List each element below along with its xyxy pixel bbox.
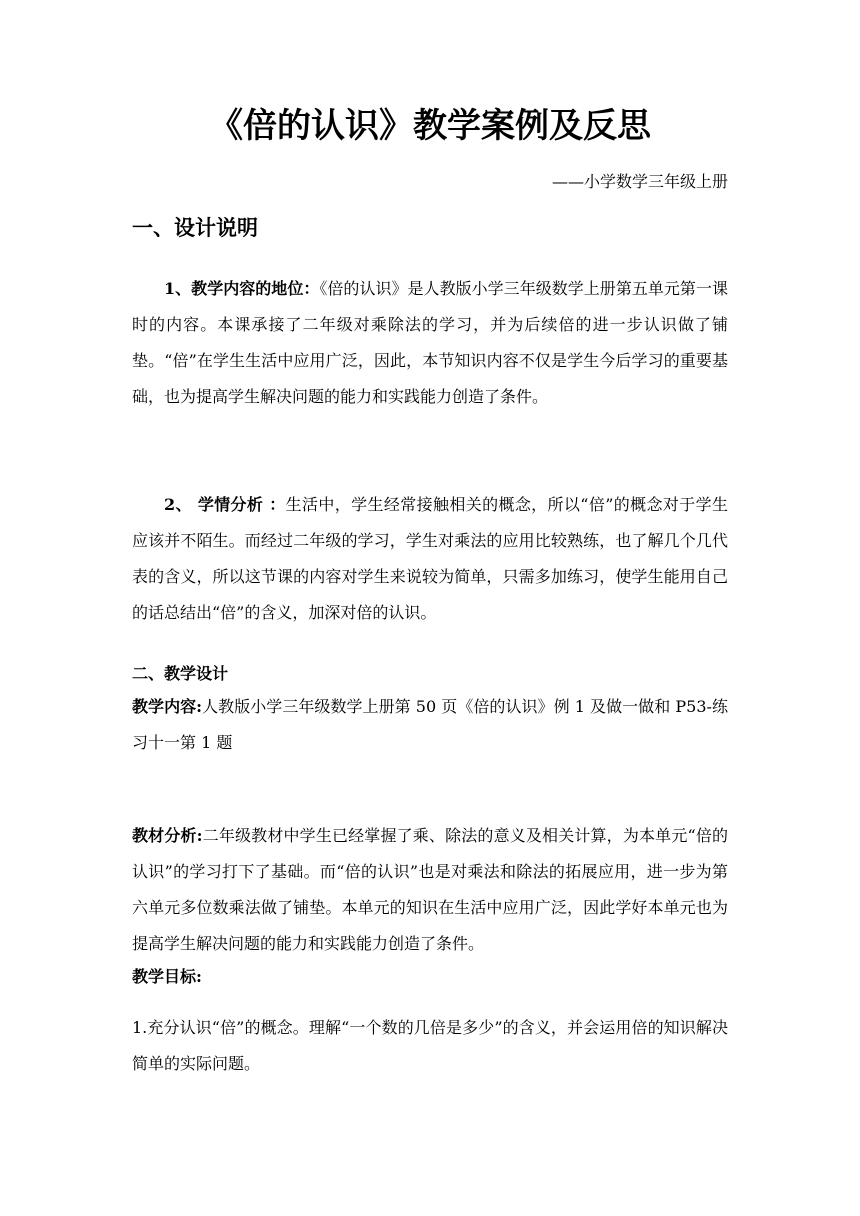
paragraph-text: 人教版小学三年级数学上册第 50 页《倍的认识》例 1 及做一做和 P53-练习十一第 1 题 (132, 697, 728, 752)
paragraph-label: 1、教学内容的地位： (164, 279, 320, 298)
paragraph-text: 《倍的认识》是人教版小学三年级数学上册第五单元第一课时的内容。本课承接了二年级对乘除法的学习，并为后续倍的进一步认识做了铺垫。“倍”在学生生活中应用广泛，因此，本节知识内容不仅是学生今后学习的重要基础，也为提高学生解决问题的能力和实践能力创造了条件。 (132, 279, 728, 406)
paragraph-textbook-analysis (132, 818, 728, 962)
paragraph-label: 教材分析: (132, 826, 203, 845)
teaching-goal-1: 1.充分认识“倍”的概念。理解“一个数的几倍是多少”的含义，并会运用倍的知识解决简单的实际问题。 (132, 1018, 728, 1073)
document-subtitle: ——小学数学三年级上册 (551, 172, 728, 191)
paragraph-label: 2、 学情分析 ： (164, 495, 286, 514)
paragraph-student-analysis (132, 487, 728, 631)
document-title: 《倍的认识》教学案例及反思 (209, 106, 651, 146)
paragraph-teaching-content (132, 689, 728, 761)
paragraph-text: 二年级教材中学生已经掌握了乘、除法的意义及相关计算，为本单元“倍的认识”的学习打下了基础。而“倍的认识”也是对乘法和除法的拓展应用，进一步为第六单元多位数乘法做了铺垫。本单元的知识在生活中应用广泛，因此学好本单元也为提高学生解决问题的能力和实践能力创造了条件。 (132, 826, 728, 953)
section-heading-design-notes: 一、设计说明 (132, 215, 258, 240)
paragraph-label: 教学内容: (132, 697, 203, 716)
paragraph-content-position (132, 271, 728, 415)
paragraph-text: 生活中，学生经常接触相关的概念，所以“倍”的概念对于学生应该并不陌生。而经过二年级的学习，学生对乘法的应用比较熟练，也了解几个几代表的含义，所以这节课的内容对学生来说较为简单，只需多加练习，使学生能用自己的话总结出“倍”的含义，加深对倍的认识。 (132, 495, 728, 622)
teaching-goals-label: 教学目标: (132, 967, 202, 986)
section-heading-teaching-design: 二、教学设计 (132, 664, 229, 683)
